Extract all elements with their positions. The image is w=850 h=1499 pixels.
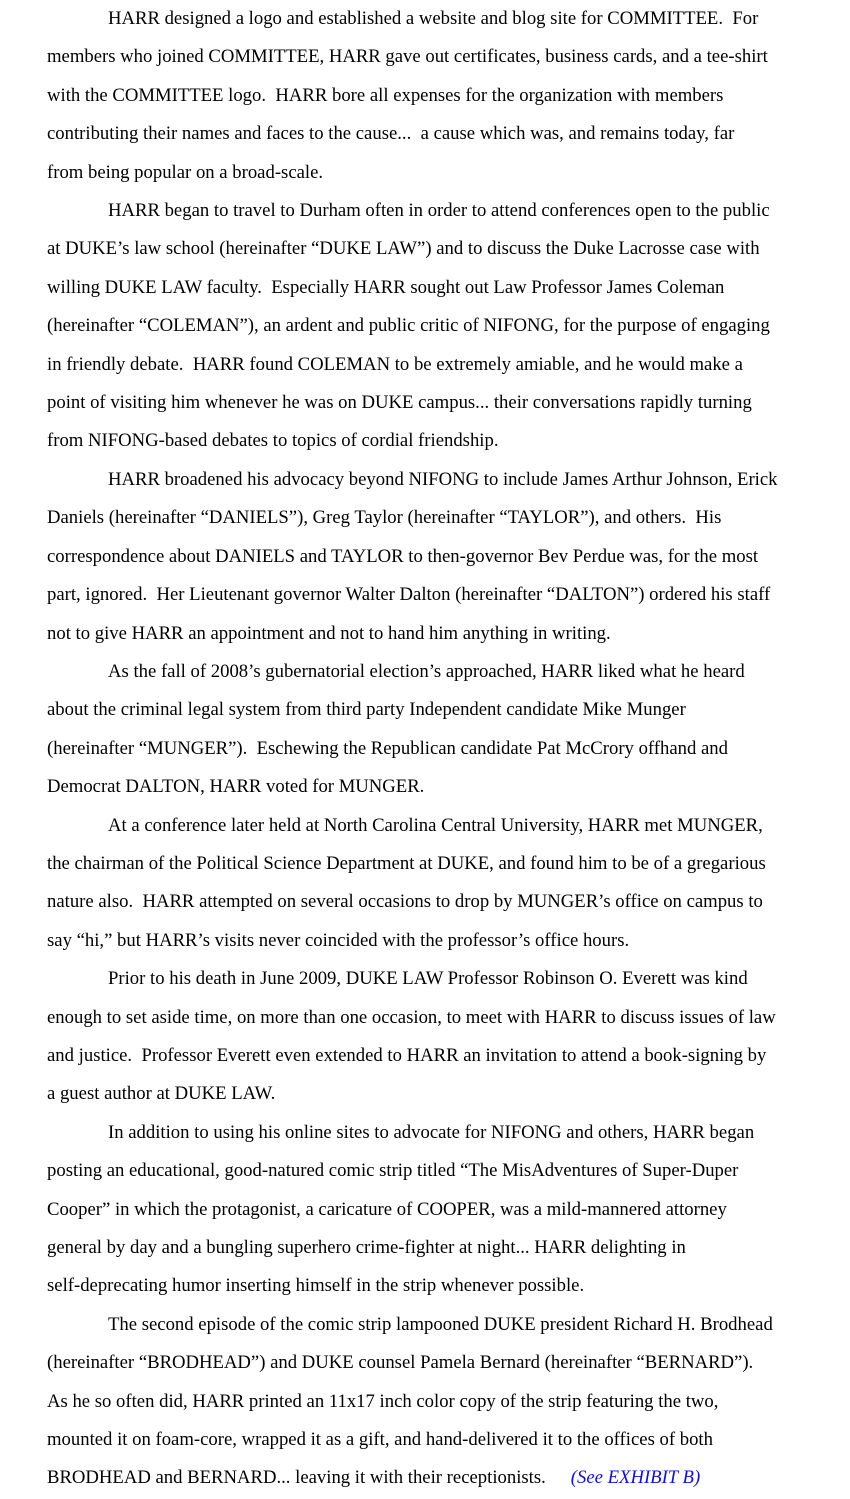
line-text: contributing their names and faces to the cause... a cause which was, and remains today, far <box>47 123 735 145</box>
text-line <box>47 1459 810 1497</box>
text-line <box>47 730 810 768</box>
line-text: self-deprecating humor inserting himself in the strip whenever possible. <box>47 1275 585 1297</box>
text-line <box>47 691 810 729</box>
text-line <box>47 384 810 422</box>
text-line <box>47 1344 810 1382</box>
line-text: The second episode of the comic strip lampooned DUKE president Richard H. Brodhead <box>108 1313 773 1335</box>
line-text: in friendly debate. HARR found COLEMAN to be extremely amiable, and he would make a <box>47 353 743 375</box>
paragraph <box>47 0 810 192</box>
document-body <box>47 0 810 1498</box>
text-line <box>47 807 810 845</box>
text-line <box>47 1114 810 1152</box>
line-text: the chairman of the Political Science Department at DUKE, and found him to be of a gregarious <box>47 852 766 874</box>
text-line <box>47 1037 810 1075</box>
line-text: In addition to using his online sites to advocate for NIFONG and others, HARR began <box>108 1121 755 1143</box>
text-line <box>47 230 810 268</box>
line-text: Daniels (hereinafter “DANIELS”), Greg Taylor (hereinafter “TAYLOR”), and others. His <box>47 507 722 529</box>
text-line <box>47 307 810 345</box>
text-line <box>47 1306 810 1344</box>
text-line <box>47 883 810 921</box>
line-text: willing DUKE LAW faculty. Especially HARR sought out Law Professor James Coleman <box>47 276 725 298</box>
text-line <box>47 461 810 499</box>
text-line <box>47 538 810 576</box>
line-text: general by day and a bungling superhero crime-fighter at night... HARR delighting in <box>47 1237 686 1258</box>
line-text: At a conference later held at North Carolina Central University, HARR met MUNGER, <box>108 814 763 836</box>
paragraph <box>47 1114 810 1306</box>
line-text: (hereinafter “COLEMAN”), an ardent and public critic of NIFONG, for the purpose of engaging <box>47 315 770 337</box>
text-line <box>47 115 810 153</box>
paragraph <box>47 192 810 461</box>
line-text: (hereinafter “BRODHEAD”) and DUKE counsel Pamela Bernard (hereinafter “BERNARD”). <box>47 1352 754 1374</box>
text-line <box>47 960 810 998</box>
line-text: HARR began to travel to Durham often in order to attend conferences open to the public <box>108 200 770 222</box>
text-line <box>47 77 810 115</box>
text-line <box>47 38 810 76</box>
exhibit-link[interactable]: (See EXHIBIT B) <box>570 1467 701 1489</box>
text-line <box>47 269 810 307</box>
line-text: As the fall of 2008’s gubernatorial election’s approached, HARR liked what he heard <box>108 660 745 682</box>
line-text: and justice. Professor Everett even extended to HARR an invitation to attend a book-signing by <box>47 1044 767 1066</box>
text-line <box>47 615 810 653</box>
line-text: from being popular on a broad-scale. <box>47 161 324 183</box>
text-line <box>47 346 810 384</box>
line-text: posting an educational, good-natured comic strip titled “The MisAdventures of Super-Duper <box>47 1160 739 1182</box>
paragraph <box>47 807 810 961</box>
text-line <box>47 845 810 883</box>
text-line <box>47 653 810 691</box>
line-text: (hereinafter “MUNGER”). Eschewing the Republican candidate Pat McCrory offhand and <box>47 737 728 759</box>
text-line <box>47 1229 810 1267</box>
text-line <box>47 1075 810 1113</box>
line-text: members who joined COMMITTEE, HARR gave out certificates, business cards, and a tee-shirt <box>47 46 768 68</box>
line-text: not to give HARR an appointment and not to hand him anything in writing. <box>47 622 611 644</box>
line-text: BRODHEAD and BERNARD... leaving it with their receptionists. <box>47 1467 546 1489</box>
line-text: HARR broadened his advocacy beyond NIFONG to include James Arthur Johnson, Erick <box>108 468 778 490</box>
line-text: point of visiting him whenever he was on DUKE campus... their conversations rapidly turning <box>47 392 752 414</box>
line-text: As he so often did, HARR printed an 11x17 inch color copy of the strip featuring the two, <box>47 1390 719 1412</box>
line-text: with the COMMITTEE logo. HARR bore all expenses for the organization with members <box>47 84 724 106</box>
paragraph <box>47 461 810 653</box>
paragraph <box>47 653 810 807</box>
line-text: part, ignored. Her Lieutenant governor Walter Dalton (hereinafter “DALTON”) ordered his staff <box>47 584 771 606</box>
text-line <box>47 192 810 230</box>
paragraph <box>47 1306 810 1498</box>
line-text: Democrat DALTON, HARR voted for MUNGER. <box>47 776 425 798</box>
text-line <box>47 422 810 460</box>
line-text: HARR designed a logo and established a website and blog site for COMMITTEE. For <box>108 8 759 29</box>
text-line <box>47 1267 810 1305</box>
paragraph <box>47 960 810 1114</box>
text-line <box>47 1152 810 1190</box>
line-text: Prior to his death in June 2009, DUKE LAW Professor Robinson O. Everett was kind <box>108 968 748 990</box>
line-text: mounted it on foam-core, wrapped it as a gift, and hand-delivered it to the offices of both <box>47 1429 713 1451</box>
line-text: nature also. HARR attempted on several occasions to drop by MUNGER’s office on campus to <box>47 891 763 913</box>
line-text: from NIFONG-based debates to topics of cordial friendship. <box>47 430 499 452</box>
text-line <box>47 499 810 537</box>
text-line <box>47 1191 810 1229</box>
text-line <box>47 576 810 614</box>
text-line <box>47 1421 810 1459</box>
line-text: enough to set aside time, on more than one occasion, to meet with HARR to discuss issues of law <box>47 1006 776 1028</box>
line-text: a guest author at DUKE LAW. <box>47 1083 276 1105</box>
text-line <box>47 154 810 192</box>
line-text: say “hi,” but HARR’s visits never coincided with the professor’s office hours. <box>47 929 630 951</box>
text-line <box>47 768 810 806</box>
line-text: Cooper” in which the protagonist, a caricature of COOPER, was a mild-mannered attorney <box>47 1198 727 1220</box>
text-line <box>47 0 810 38</box>
text-line <box>47 922 810 960</box>
line-text: correspondence about DANIELS and TAYLOR to then-governor Bev Perdue was, for the most <box>47 545 759 567</box>
line-text: about the criminal legal system from third party Independent candidate Mike Munger <box>47 699 686 721</box>
text-line <box>47 999 810 1037</box>
text-line <box>47 1383 810 1421</box>
line-text: at DUKE’s law school (hereinafter “DUKE LAW”) and to discuss the Duke Lacrosse case with <box>47 238 760 260</box>
